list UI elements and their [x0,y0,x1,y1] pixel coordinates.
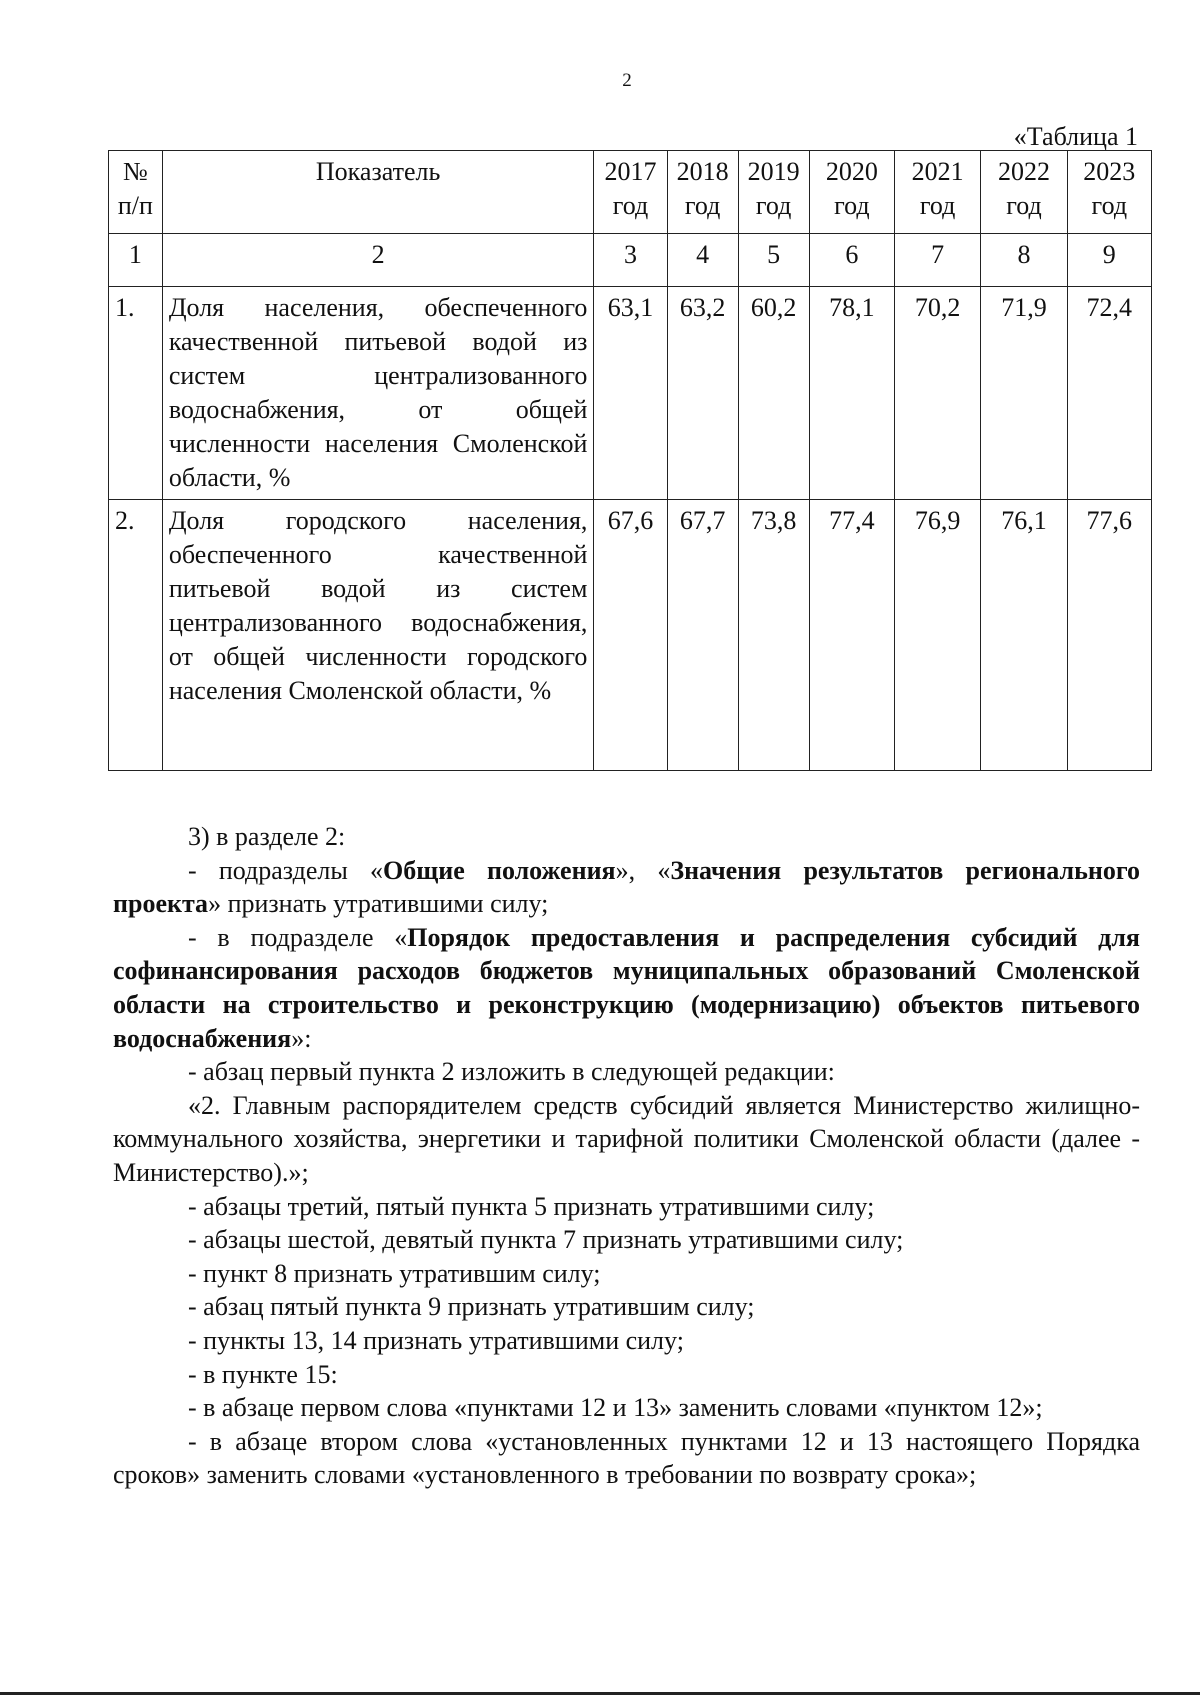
row-value: 60,2 [738,287,809,500]
column-index: 9 [1067,234,1151,287]
row-value: 77,4 [809,500,894,771]
paragraph: - пункты 13, 14 признать утратившими силу; [188,1325,684,1355]
paragraph: - подразделы «Общие положения», «Значения результатов регионального проекта» признать утратившими силу; [113,855,1140,919]
column-index: 2 [162,234,594,287]
row-indicator: Доля населения, обеспеченного качественной питьевой водой из систем централизованного водоснабжения, от общей численности населения Смоленской области, % [162,287,594,500]
row-num: 2. [109,500,163,771]
header-year-2022: 2022 год [981,151,1067,234]
row-value: 73,8 [738,500,809,771]
header-num: № п/п [109,151,163,234]
paragraph: «2. Главным распорядителем средств субсидий является Министерство жилищно-коммунального хозяйства, энергетики и тарифной политики Смоленской области (далее - Министерство).»; [113,1090,1140,1187]
column-index: 6 [809,234,894,287]
row-num: 1. [109,287,163,500]
header-year-2020: 2020 год [809,151,894,234]
row-indicator: Доля городского населения, обеспеченного качественной питьевой водой из систем централизованного водоснабжения, от общей численности городского населения Смоленской области, % [162,500,594,771]
row-value: 72,4 [1067,287,1151,500]
column-index: 4 [667,234,738,287]
paragraph: 3) в разделе 2: [188,822,346,851]
header-year-2018: 2018 год [667,151,738,234]
paragraph: - абзац первый пункта 2 изложить в следующей редакции: [188,1057,835,1087]
column-index: 3 [594,234,667,287]
row-value: 63,2 [667,287,738,500]
page-number: 2 [622,70,632,91]
document-body [113,820,1140,1492]
paragraph: - в подразделе «Порядок предоставления и распределения субсидий для софинансирования расходов бюджетов муниципальных образований Смоленской области на строительство и реконструкцию (модернизацию) объектов питьевого водоснабжения»: [113,922,1140,1053]
column-index: 8 [981,234,1067,287]
column-index: 1 [109,234,163,287]
header-year-2021: 2021 год [894,151,980,234]
indicators-table [108,150,1152,771]
header-year-2019: 2019 год [738,151,809,234]
column-index-row [109,234,1152,287]
paragraph: - в абзаце первом слова «пунктами 12 и 13» заменить словами «пунктом 12»; [188,1393,1043,1423]
row-value: 76,9 [894,500,980,771]
column-index: 7 [894,234,980,287]
row-value: 71,9 [981,287,1067,500]
header-indicator: Показатель [162,151,594,234]
row-value: 78,1 [809,287,894,500]
row-value: 76,1 [981,500,1067,771]
page-edge-line [0,1692,1200,1695]
paragraph: - в пункте 15: [188,1359,338,1389]
table-row [109,500,1152,771]
row-value: 67,7 [667,500,738,771]
paragraph: - абзацы третий, пятый пункта 5 признать утратившими силу; [188,1191,875,1221]
paragraph: - абзацы шестой, девятый пункта 7 признать утратившими силу; [188,1225,904,1255]
row-value: 67,6 [594,500,667,771]
row-value: 70,2 [894,287,980,500]
header-year-2023: 2023 год [1067,151,1151,234]
table-header-row [109,151,1152,234]
column-index: 5 [738,234,809,287]
header-year-2017: 2017 год [594,151,667,234]
paragraph: - абзац пятый пункта 9 признать утратившим силу; [188,1292,755,1322]
table-row [109,287,1152,500]
paragraph: - в абзаце втором слова «установленных пунктами 12 и 13 настоящего Порядка сроков» заменить словами «установленного в требовании по возврату срока»; [113,1426,1140,1490]
table-caption: «Таблица 1 [1013,122,1138,151]
row-value: 63,1 [594,287,667,500]
paragraph: - пункт 8 признать утратившим силу; [188,1258,601,1288]
row-value: 77,6 [1067,500,1151,771]
